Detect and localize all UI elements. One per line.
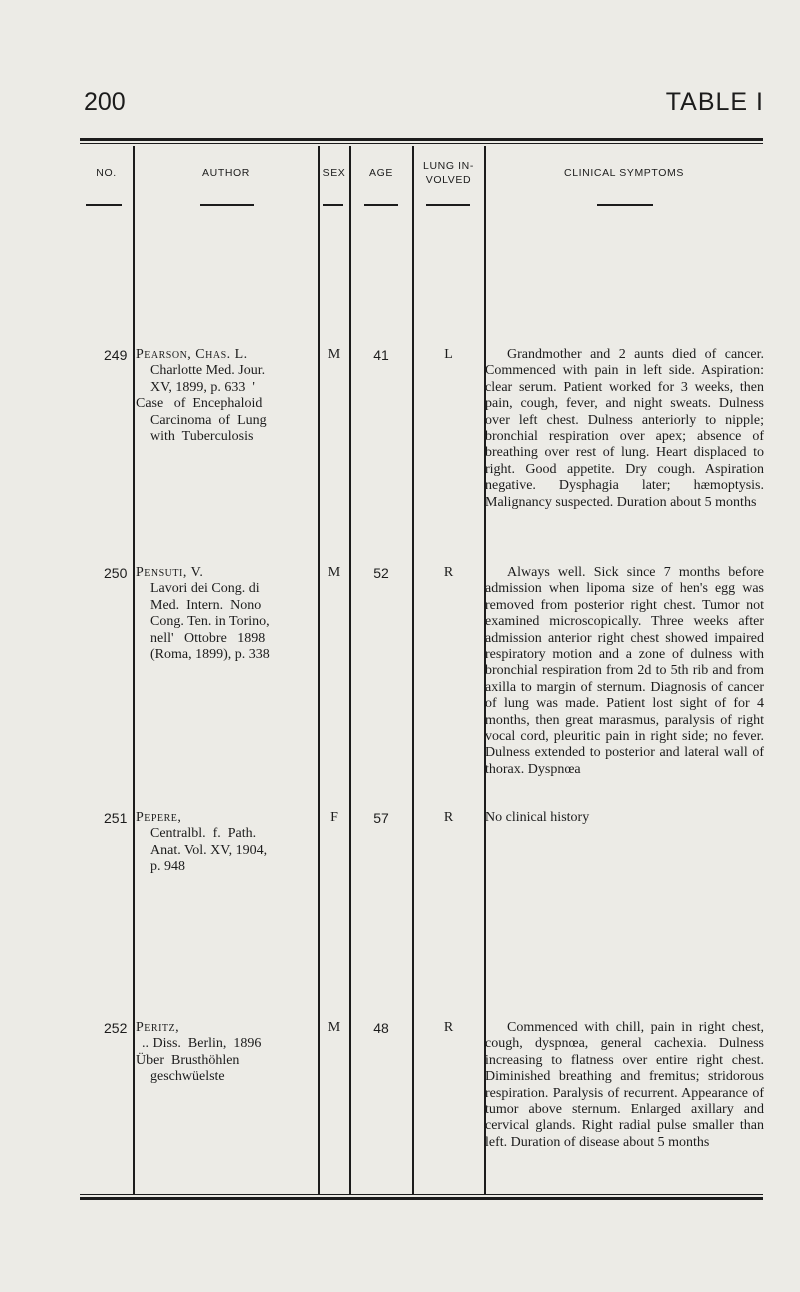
row-number: 252 bbox=[104, 1020, 128, 1036]
divider-lung-clinical bbox=[484, 844, 486, 1194]
clinical-cell: Commenced with chill, pain in right chest, cough, dyspnœa, general cachexia. Dulness increasing to flatness over entire right chest. Diminished breathing and fremitus; stridorous respiration. Paralysis of recurrent. Appearance of tumor above sternum. Enlarged axillary and cervical glands. Right radial pulse smaller than left. Duration of disease about 5 months bbox=[485, 1020, 764, 1150]
clinical-cell: Always well. Sick since 7 months before admission when lipoma size of hen's egg was removed from posterior right chest. Tumor not examined microscopically. Three weeks after admission anterior right chest showed impaired respiratory motion and a zone of dulness with bronchial respiration from 2d to 5th rib and from axilla to margin of sternum. Diagnosis of cancer of lung was made. Patient lost sight of for 4 months, then great marasmus, paralysis of right vocal cord, pleuritic pain in right side; no fever. Dulness extended to posterior and lateral wall of thorax. Dyspnœa bbox=[485, 565, 764, 777]
author-line: XV, 1899, p. 633 ' bbox=[150, 379, 255, 395]
sex-cell: M bbox=[327, 347, 341, 362]
author-line: with Tuberculosis bbox=[150, 429, 254, 445]
clinical-cell: No clinical history bbox=[485, 810, 590, 825]
author-cell bbox=[136, 1020, 318, 1086]
header-lung-involved bbox=[413, 159, 484, 187]
author-line: (Roma, 1899), p. 338 bbox=[150, 647, 270, 663]
header-tick bbox=[597, 204, 653, 206]
clinical-cell: Grandmother and 2 aunts died of cancer. Commenced with pain in left side. Aspiration: clear serum. Patient worked for 3 weeks, then pain, cough, fever, and night sweats. Dulness over left chest. Dulness anteriorly to nipple; bronchial respiration over apex; absence of breathing over rest of lung. Heart displaced to right. Good appetite. Dry cough. Aspiration negative. Dysphagia later; hæmoptysis. Malignancy suspected. Duration about 5 months bbox=[485, 347, 764, 510]
age-cell: 41 bbox=[373, 347, 389, 363]
bottom-rule-thin bbox=[80, 1194, 763, 1195]
age-cell: 48 bbox=[373, 1020, 389, 1036]
header-lung-line: VOLVED bbox=[425, 174, 472, 186]
author-line: geschwüelste bbox=[150, 1069, 225, 1085]
sex-cell: M bbox=[327, 1020, 341, 1035]
lung-cell: R bbox=[443, 810, 454, 825]
header-tick bbox=[323, 204, 343, 206]
author-cell bbox=[136, 565, 318, 663]
author-line: Anat. Vol. XV, 1904, bbox=[150, 842, 268, 858]
divider-no-author bbox=[133, 146, 135, 844]
header-tick bbox=[364, 204, 398, 206]
header-sex: SEX bbox=[322, 167, 346, 179]
age-cell: 52 bbox=[373, 565, 389, 581]
top-rule-thin bbox=[80, 143, 763, 144]
author-cell bbox=[136, 347, 318, 445]
author-name: Pensuti, V. bbox=[136, 565, 204, 580]
sex-cell: M bbox=[327, 565, 341, 580]
row-number: 250 bbox=[104, 565, 128, 581]
author-line: Med. Intern. Nono bbox=[150, 597, 262, 613]
header-age: AGE bbox=[369, 167, 393, 179]
header-lung-line: LUNG IN- bbox=[423, 160, 474, 172]
author-line: p. 948 bbox=[150, 859, 185, 875]
row-number: 249 bbox=[104, 347, 128, 363]
lung-cell: R bbox=[443, 565, 454, 580]
author-line: Über Brusthöhlen bbox=[136, 1052, 240, 1068]
author-line: Lavori dei Cong. di bbox=[150, 581, 260, 597]
header-no: NO. bbox=[96, 167, 117, 179]
header-author: AUTHOR bbox=[202, 167, 250, 179]
bottom-rule-thick bbox=[80, 1197, 763, 1200]
divider-age-lung bbox=[412, 146, 414, 844]
top-rule-thick bbox=[80, 138, 763, 141]
divider-no-author bbox=[133, 844, 135, 1194]
age-cell: 57 bbox=[373, 810, 389, 826]
author-line: Case of Encephaloid bbox=[136, 396, 263, 412]
header-clinical: CLINICAL SYMPTOMS bbox=[564, 167, 684, 179]
row-number: 251 bbox=[104, 810, 128, 826]
author-name: Pearson, Chas. L. bbox=[136, 347, 248, 362]
lung-cell: R bbox=[443, 1020, 454, 1035]
sex-cell: F bbox=[330, 810, 338, 825]
page-number: 200 bbox=[84, 88, 126, 116]
divider-age-lung bbox=[412, 844, 414, 1194]
author-line: Carcinoma of Lung bbox=[150, 412, 267, 428]
header-tick bbox=[426, 204, 470, 206]
page-title: TABLE I bbox=[665, 88, 764, 116]
author-name: Peritz, bbox=[136, 1020, 180, 1035]
header-tick bbox=[200, 204, 254, 206]
author-line: Charlotte Med. Jour. bbox=[150, 363, 266, 379]
divider-sex-age bbox=[349, 844, 351, 1194]
lung-cell: L bbox=[444, 347, 453, 362]
author-name: Pepere, bbox=[136, 810, 182, 825]
author-cell bbox=[136, 810, 318, 876]
author-line: Cong. Ten. in Torino, bbox=[150, 614, 270, 630]
author-line: .. Diss. Berlin, 1896 bbox=[142, 1036, 262, 1052]
divider-author-sex bbox=[318, 146, 320, 844]
divider-author-sex bbox=[318, 844, 320, 1194]
author-line: Centralbl. f. Path. bbox=[150, 826, 257, 842]
header-tick bbox=[86, 204, 122, 206]
divider-sex-age bbox=[349, 146, 351, 844]
author-line: nell' Ottobre 1898 bbox=[150, 630, 266, 646]
